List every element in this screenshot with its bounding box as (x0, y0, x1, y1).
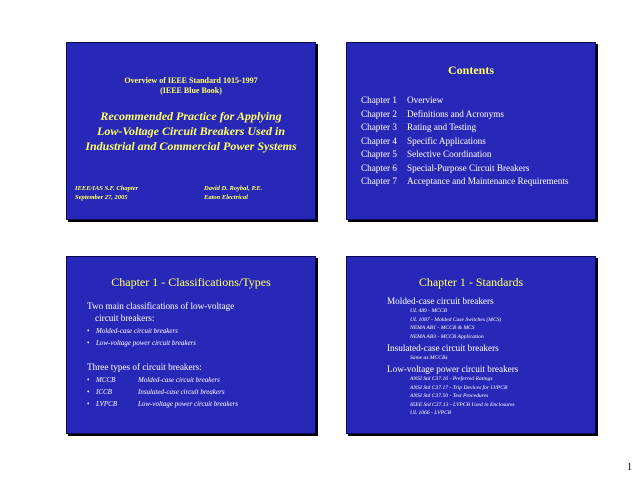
type-abbr: MCCB (96, 376, 116, 384)
standard-item: UL 1066 - LVPCB (410, 410, 452, 416)
toc-row (361, 121, 476, 134)
page-number: 1 (627, 462, 632, 473)
slide1-footer-left-line1: IEEE/IAS S.F. Chapter (75, 185, 139, 192)
slide3-intro-line1: Two main classifications of low-voltage (87, 301, 235, 311)
standard-item: ANSI Std C37.17 - Trip Devices for LVPCB (410, 384, 508, 391)
toc-topic: Overview (407, 95, 444, 105)
slide1-title-line3: Industrial and Commercial Power Systems (85, 139, 297, 153)
slide1-footer-right-line1: David D. Roybal, P.E. (204, 185, 263, 192)
type-abbr: ICCB (96, 388, 112, 396)
type-abbr: LVPCB (96, 400, 118, 408)
toc-topic: Rating and Testing (407, 122, 477, 132)
slide-standards (346, 256, 596, 434)
slide1-footer-right-line2: Eaton Electrical (204, 194, 248, 201)
toc-chapter: Chapter 5 (361, 149, 397, 159)
toc-chapter: Chapter 2 (361, 108, 397, 119)
toc-chapter: Chapter 3 (361, 122, 397, 132)
slide4-group1-heading: Molded-case circuit breakers (387, 296, 494, 306)
toc-row (361, 108, 504, 121)
toc-topic: Acceptance and Maintenance Requirements (407, 176, 569, 186)
list-item (87, 339, 196, 348)
slide3-title: Chapter 1 - Classifications/Types (111, 275, 271, 289)
type-desc: Molded-case circuit breakers (138, 376, 220, 384)
slide1-footer-left-line2: September 27, 2005 (75, 194, 128, 201)
toc-row (361, 135, 486, 148)
list-item (87, 376, 220, 385)
standard-item: ANSI Std C37.50 - Test Procedures (410, 393, 489, 399)
standard-item: Same as MCCBs (410, 355, 448, 361)
slide3-types-heading: Three types of circuit breakers: (87, 362, 202, 372)
toc-row (361, 175, 568, 188)
toc-chapter: Chapter 1 (361, 95, 397, 105)
standard-item: UL 489 - MCCB (410, 308, 448, 314)
slide1-heading-line2: (IEEE Blue Book) (160, 86, 222, 95)
toc-chapter: Chapter 4 (361, 135, 397, 146)
bullet-text: Molded-case circuit breakers (96, 327, 178, 335)
type-desc: Insulated-case circuit breakers (138, 388, 225, 396)
slide2-title: Contents (447, 63, 494, 77)
list-item (87, 327, 178, 336)
bullet-icon: • (87, 400, 90, 408)
slide4-group3-heading: Low-voltage power circuit breakers (387, 364, 519, 374)
slide1-title-line2: Low-Voltage Circuit Breakers Used in (96, 124, 285, 138)
bullet-icon: • (87, 388, 90, 396)
standard-item: NEMA AB3 - MCCB Application (410, 333, 484, 340)
toc-topic: Special-Purpose Circuit Breakers (407, 162, 530, 173)
toc-row (361, 162, 529, 175)
slide3-intro-line2: circuit breakers: (95, 313, 155, 323)
bullet-text: Low-voltage power circuit breakers (96, 339, 196, 347)
toc-chapter: Chapter 6 (361, 162, 397, 173)
slide-contents (346, 42, 596, 220)
slide4-group2-heading: Insulated-case circuit breakers (387, 343, 499, 353)
bullet-icon: • (87, 327, 90, 335)
bullet-icon: • (87, 339, 90, 347)
slide4-title: Chapter 1 - Standards (418, 275, 524, 289)
slide1-title-line1: Recommended Practice for Applying (100, 109, 282, 123)
slide-title (66, 42, 316, 220)
toc-topic: Definitions and Acronyms (407, 108, 504, 119)
toc-chapter: Chapter 7 (361, 176, 397, 186)
standard-item: IEEE Std C37.13 - LVPCB Used in Enclosures (410, 401, 515, 408)
type-desc: Low-voltage power circuit breakers (138, 400, 238, 408)
standard-item: NEMA AB1 - MCCB & MCS (410, 325, 475, 331)
list-item (87, 400, 238, 409)
bullet-icon: • (87, 376, 90, 384)
toc-row (361, 148, 491, 161)
list-item (87, 388, 225, 397)
toc-row (361, 94, 443, 107)
slide1-heading-line1: Overview of IEEE Standard 1015-1997 (124, 76, 258, 85)
toc-topic: Selective Coordination (407, 149, 492, 159)
standard-item: ANSI Std C37.16 - Preferred Ratings (410, 376, 493, 382)
standard-item: UL 1087 - Molded Case Switches (MCS) (410, 316, 502, 323)
slide-classifications (66, 256, 316, 434)
toc-topic: Specific Applications (407, 135, 486, 146)
